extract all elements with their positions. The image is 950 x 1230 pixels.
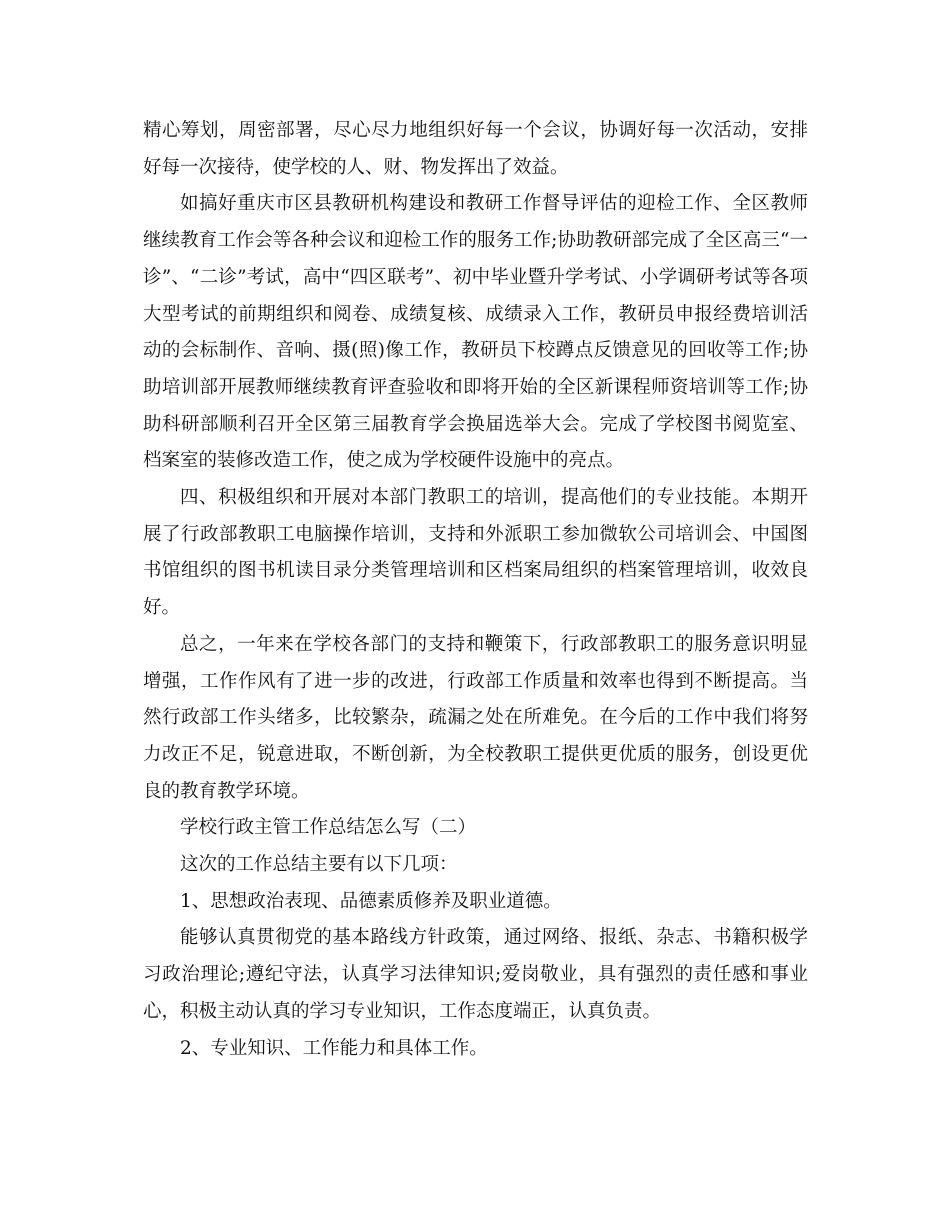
paragraph-staff-training: 四、积极组织和开展对本部门教职工的培训，提高他们的专业技能。本期开展了行政部教职工电脑操作培训，支持和外派职工参加微软公司培训会、中国图书馆组织的图书机读目录分类管理培训和区档案局组织的档案管理培训，收效良好。 bbox=[143, 487, 808, 619]
paragraph-conclusion: 总之，一年来在学校各部门的支持和鞭策下，行政部教职工的服务意识明显增强，工作作风有了进一步的改进，行政部工作质量和效率也得到不断提高。当然行政部工作头绪多，比较繁杂，疏漏之处在所难免。在今后的工作中我们将努力改正不足，锐意进取，不断创新，为全校教职工提供更优质的服务，创设更优良的教育教学环境。 bbox=[143, 633, 808, 802]
paragraph-political-performance: 能够认真贯彻党的基本路线方针政策，通过网络、报纸、杂志、书籍积极学习政治理论;遵纪守法，认真学习法律知识;爱岗敬业，具有强烈的责任感和事业心，积极主动认真的学习专业知识，工作态度端正，认真负责。 bbox=[143, 927, 808, 1022]
paragraph-intro: 这次的工作总结主要有以下几项： bbox=[180, 854, 458, 876]
list-item-1-heading: 1、思想政治表现、品德素质修养及职业道德。 bbox=[180, 890, 562, 912]
list-item-2-heading: 2、专业知识、工作能力和具体工作。 bbox=[180, 1037, 488, 1059]
paragraph-continuation: 精心筹划，周密部署，尽心尽力地组织好每一个会议，协调好每一次活动，安排好每一次接待，使学校的人、财、物发挥出了效益。 bbox=[143, 120, 808, 178]
paragraph-service-work: 如搞好重庆市区县教研机构建设和教研工作督导评估的迎检工作、全区教师继续教育工作会等各种会议和迎检工作的服务工作;协助教研部完成了全区高三“一诊”、“二诊”考试，高中“四区联考”、初中毕业暨升学考试、小学调研考试等各项大型考试的前期组织和阅卷、成绩复核、成绩录入工作，教研员申报经费培训活动的会标制作、音响、摄(照)像工作，教研员下校蹲点反馈意见的回收等工作;协助培训部开展教师继续教育评查验收和即将开始的全区新课程师资培训等工作;协助科研部顺利召开全区第三届教育学会换届选举大会。完成了学校图书阅览室、档案室的装修改造工作，使之成为学校硬件设施中的亮点。 bbox=[143, 193, 808, 472]
section-heading: 学校行政主管工作总结怎么写（二） bbox=[180, 817, 477, 839]
document-body bbox=[143, 113, 808, 1067]
